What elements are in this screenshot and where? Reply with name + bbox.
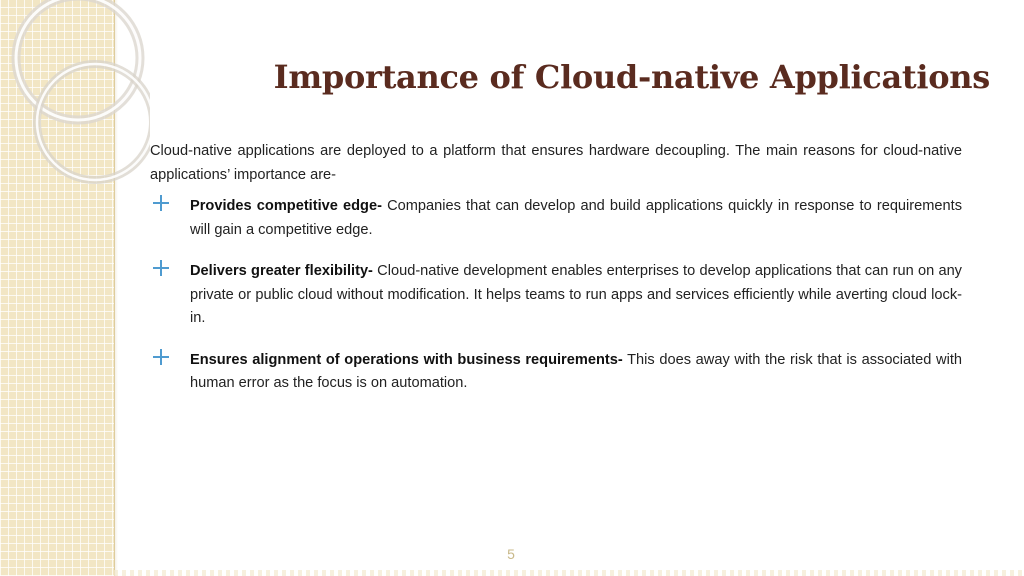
bullet-heading: Ensures alignment of operations with business requirements- — [190, 351, 623, 368]
plus-icon — [151, 258, 171, 278]
decorative-bottom-strip — [114, 570, 1024, 576]
plus-icon — [151, 347, 171, 367]
bullet-text: This does away with the risk that is associated with human error as the focus is on automation. — [190, 351, 962, 391]
slide-title: Importance of Cloud-native Applications — [273, 58, 990, 96]
bullet-heading: Provides competitive edge- — [190, 198, 382, 214]
decorative-rings-icon — [0, 0, 150, 200]
bullet-heading: Delivers greater flexibility- — [190, 263, 373, 279]
plus-icon — [151, 193, 171, 213]
intro-paragraph: Cloud-native applications are deployed to a platform that ensures hardware decoupling. The main reasons for cloud-native applications’ importance are- — [150, 143, 962, 183]
bullet-item-flexibility — [150, 260, 962, 331]
slide-content — [150, 140, 962, 414]
bullet-text: Cloud-native development enables enterprises to develop applications that can run on any private or public cloud without modification. It helps teams to run apps and services efficiently while averting cloud lock-in. — [190, 263, 962, 326]
bullet-item-alignment — [150, 349, 962, 396]
bullet-text: Companies that can develop and build applications quickly in response to requirements will gain a competitive edge. — [190, 198, 963, 238]
bullet-item-competitive-edge — [150, 195, 962, 242]
page-number: 5 — [507, 546, 515, 562]
